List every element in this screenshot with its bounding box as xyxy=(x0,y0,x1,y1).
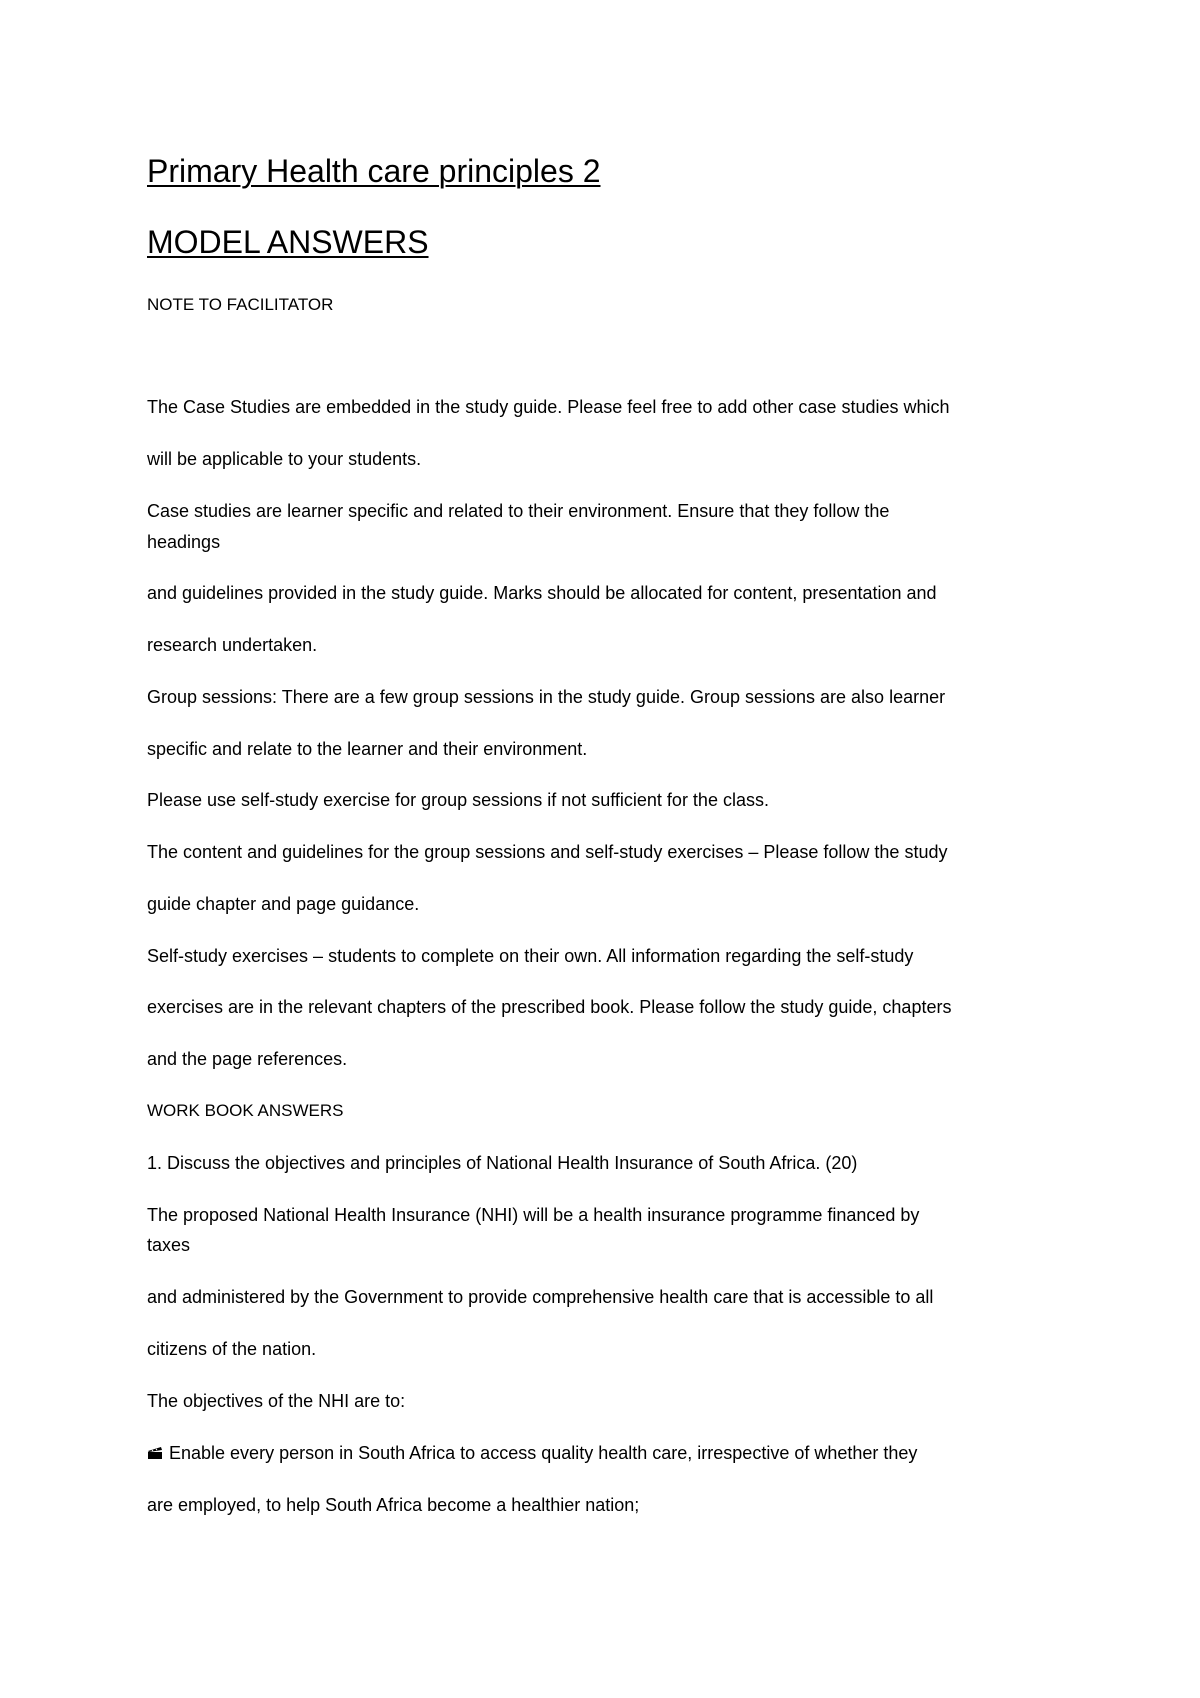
workbook-heading: WORK BOOK ANSWERS xyxy=(147,1101,344,1120)
paragraph-line: Group sessions: There are a few group sessions in the study guide. Group sessions are also learner xyxy=(147,687,946,707)
answer-line: citizens of the nation. xyxy=(147,1339,317,1359)
bullet-continuation: are employed, to help South Africa become a healthier nation; xyxy=(147,1495,640,1515)
paragraph-line: Please use self-study exercise for group sessions if not sufficient for the class. xyxy=(147,790,769,810)
note-heading: NOTE TO FACILITATOR xyxy=(147,295,334,314)
paragraph-line: The Case Studies are embedded in the study guide. Please feel free to add other case studies which xyxy=(147,397,950,417)
answer-line: taxes xyxy=(147,1235,191,1255)
paragraph-line: Case studies are learner specific and related to their environment. Ensure that they follow the xyxy=(147,501,890,521)
paragraph-line: will be applicable to your students. xyxy=(147,449,422,469)
paragraph-line: specific and relate to the learner and their environment. xyxy=(147,739,588,759)
clapperboard-icon xyxy=(147,1446,163,1460)
answer-line: The proposed National Health Insurance (NHI) will be a health insurance programme financed by xyxy=(147,1205,920,1225)
question-1: 1. Discuss the objectives and principles of National Health Insurance of South Africa. (20) xyxy=(147,1153,858,1173)
paragraph-line: Self-study exercises – students to complete on their own. All information regarding the self-study xyxy=(147,946,914,966)
paragraph-line: research undertaken. xyxy=(147,635,318,655)
document-subtitle: MODEL ANSWERS xyxy=(147,224,429,260)
answer-line: and administered by the Government to provide comprehensive health care that is accessible to all xyxy=(147,1287,934,1307)
paragraph-line: exercises are in the relevant chapters of the prescribed book. Please follow the study guide, chapters xyxy=(147,997,952,1017)
answer-line: The objectives of the NHI are to: xyxy=(147,1391,406,1411)
paragraph-line: The content and guidelines for the group sessions and self-study exercises – Please follow the study xyxy=(147,842,948,862)
bullet-text: Enable every person in South Africa to access quality health care, irrespective of whether they xyxy=(169,1443,918,1463)
paragraph-line: and the page references. xyxy=(147,1049,348,1069)
paragraph-line: headings xyxy=(147,532,221,552)
paragraph-line: and guidelines provided in the study guide. Marks should be allocated for content, presentation and xyxy=(147,583,937,603)
bullet-item xyxy=(147,1442,917,1464)
paragraph-line: guide chapter and page guidance. xyxy=(147,894,420,914)
document-title: Primary Health care principles 2 xyxy=(147,153,601,189)
